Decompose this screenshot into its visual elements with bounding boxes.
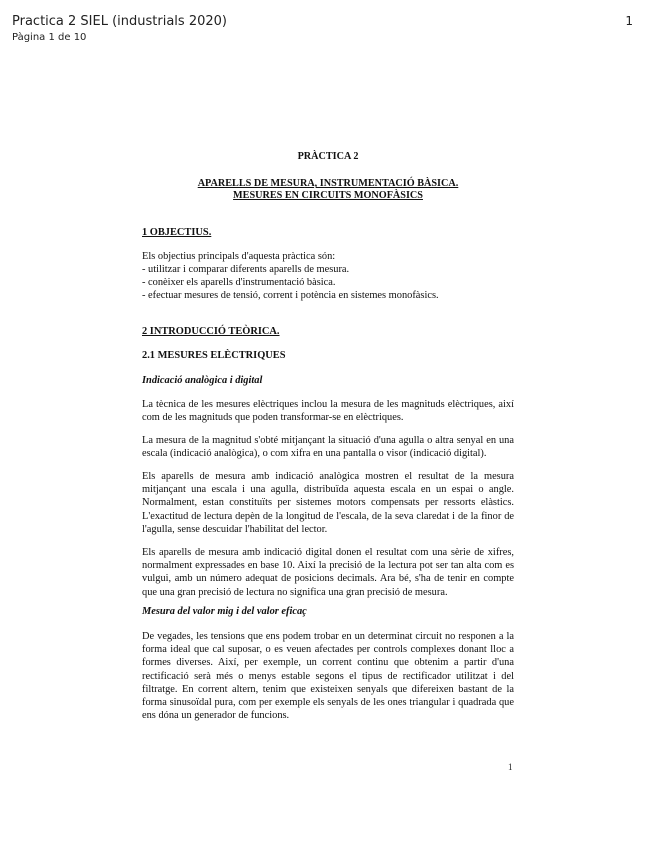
- paragraph: De vegades, les tensions que ens podem trobar en un determinat circuit no responen a la forma ideal que cal suposar, o es veuen afectades per controls complexes donant lloc a formes diverses. Així, per exemple, un corrent continu que obtenim a partir d'una rectificació serà més o menys estable segons el tipus de rectificador utilitzat i del filtratge. En corrent altern, tenim que existeixen senyals que difereixen bastant de la forma sinusoïdal pura, com per exemple els senyals de les ones triangular i quadrada que ens dóna un generador de funcions.: [142, 631, 514, 722]
- title-line-1: APARELLS DE MESURA, INSTRUMENTACIÓ BÀSICA.: [197, 178, 459, 189]
- subsection-mean-rms-heading: Mesura del valor mig i del valor eficaç: [142, 606, 307, 617]
- subsection-analog-digital-heading: Indicació analògica i digital: [142, 375, 263, 386]
- section-2-heading: 2 INTRODUCCIÓ TEÒRICA.: [142, 326, 280, 337]
- paragraph: Els aparells de mesura amb indicació digital donen el resultat com una sèrie de xifres, normalment expressades en base 10. Així la precisió de la lectura pot ser tan alta com es vulgui, amb un número adequat de posicions decimals. Ara bé, s'ha de tenir en compte que una gran precisió de lectura no significa una gran precisió de mesura.: [142, 547, 514, 598]
- page-footer-number: 1: [508, 762, 513, 772]
- practice-heading: PRÀCTICA 2: [297, 151, 359, 162]
- paragraph: La tècnica de les mesures elèctriques inclou la mesura de les magnituds elèctriques, així com de les magnituds que poden transformar-se en elèctriques.: [142, 399, 514, 424]
- document-title: Practica 2 SIEL (industrials 2020): [12, 14, 227, 29]
- subsection-2-1-heading: 2.1 MESURES ELÈCTRIQUES: [142, 350, 286, 361]
- page-count-label: Pàgina 1 de 10: [12, 32, 87, 43]
- objective-item: - conèixer els aparells d'instrumentació bàsica.: [142, 277, 336, 288]
- objectives-intro: Els objectius principals d'aquesta pràctica són:: [142, 251, 336, 262]
- title-line-2: MESURES EN CIRCUITS MONOFÀSICS: [233, 190, 423, 201]
- paragraph: La mesura de la magnitud s'obté mitjançant la situació d'una agulla o altra senyal en una escala (indicació analògica), o com xifra en una pantalla o visor (indicació digital).: [142, 435, 514, 460]
- page-number-indicator: 1: [625, 14, 633, 28]
- section-1-heading: 1 OBJECTIUS.: [142, 227, 212, 238]
- paragraph: Els aparells de mesura amb indicació analògica mostren el resultat de la mesura mitjançant una escala i una agulla, distribuïda aquesta escala en un espai o angle. Normalment, estan constituïts per sistemes motors compensats per ressorts elàstics. L'exactitud de lectura depèn de la longitud de l'escala, de la seva claredat i de la finor de l'agulla, sense descuidar l'habilitat del lector.: [142, 471, 514, 535]
- objective-item: - efectuar mesures de tensió, corrent i potència en sistemes monofàsics.: [142, 290, 439, 301]
- objective-item: - utilitzar i comparar diferents aparells de mesura.: [142, 264, 350, 275]
